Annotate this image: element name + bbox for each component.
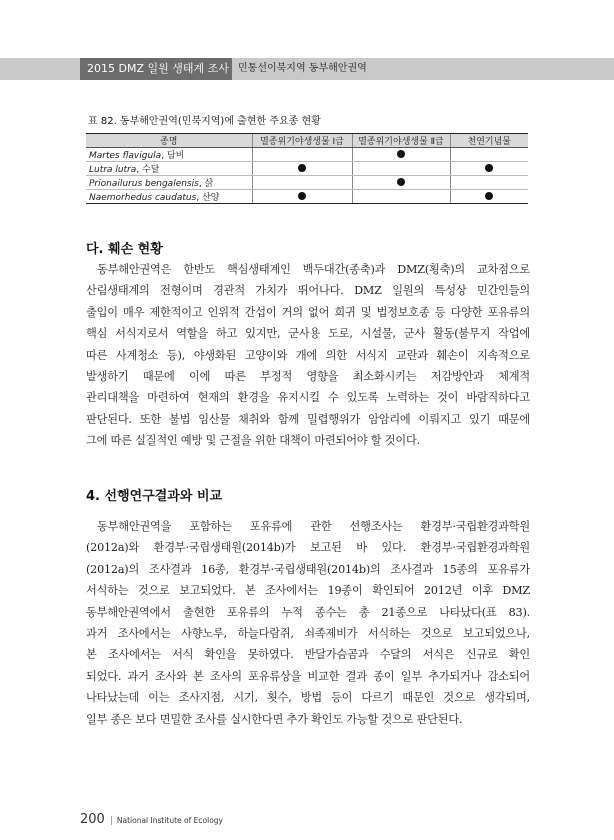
comparison-paragraph xyxy=(86,516,530,730)
column-header: 멸종위기야생생물 Ⅰ급 xyxy=(252,134,352,148)
status-dot-icon xyxy=(397,150,405,158)
table-row xyxy=(86,176,528,190)
status-cell xyxy=(352,148,450,162)
section-heading-comparison: 4. 선행연구결과와 비교 xyxy=(86,489,223,504)
korean-name: , 담비 xyxy=(161,151,185,161)
scientific-name: Martes flavigula xyxy=(89,151,162,161)
text-line: 따른 사계청소 등), 야생화된 고양이와 개에 의한 서식지 교란과 훼손이 지속적으로 xyxy=(86,348,530,362)
text-line: (2012a)의 조사결과 16종, 환경부·국립생태원(2014b)의 조사결과 15종의 포유류가 xyxy=(86,562,530,576)
species-name-cell xyxy=(86,162,252,176)
korean-name: , 삵 xyxy=(198,179,214,189)
column-header: 종명 xyxy=(86,134,252,148)
text-line: 판단된다. 또한 불법 임산물 채취와 함께 밀렵행위가 암암리에 이뤄지고 있기 때문에 xyxy=(86,412,530,426)
scientific-name: Prionailurus bengalensis xyxy=(89,179,199,189)
table-row xyxy=(86,148,528,162)
column-header: 천연기념물 xyxy=(450,134,528,148)
damage-paragraph xyxy=(86,259,530,452)
status-dot-icon xyxy=(485,164,493,172)
status-cell xyxy=(352,176,450,190)
text-line: 동부해안권역을 포함하는 포유류에 관한 선행조사는 환경부·국립환경과학원 xyxy=(97,520,530,533)
scientific-name: Lutra lutra xyxy=(89,165,137,175)
korean-name: , 산양 xyxy=(196,193,220,203)
table-row xyxy=(86,190,528,204)
table-row xyxy=(86,162,528,176)
status-cell xyxy=(252,162,352,176)
footer-separator: | xyxy=(109,816,113,826)
institute-name: National Institute of Ecology xyxy=(116,816,223,825)
status-cell xyxy=(352,190,450,204)
report-title: 2015 DMZ 일원 생태계 조사 xyxy=(80,58,232,80)
text-line: 발생하기 때문에 이에 따른 부정적 영향을 최소화시키는 저감방안과 체계적 xyxy=(86,369,530,383)
text-line: 산림생태계의 전형이며 경관적 가치가 뛰어나다. DMZ 일원의 특성상 민간인들의 xyxy=(86,284,530,298)
status-dot-icon xyxy=(397,178,405,186)
text-line: 일부 종은 보다 면밀한 조사를 실시한다면 추가 확인도 가능할 것으로 판단된다. xyxy=(86,712,463,726)
text-line: 서식하는 것으로 보고되었다. 본 조사에서는 19종이 확인되어 2012년 이후 DMZ xyxy=(86,584,530,598)
table-caption: 표 82. 동부해안권역(민북지역)에 출현한 주요종 현황 xyxy=(88,116,321,127)
species-table xyxy=(86,133,528,204)
text-line: 과거 조사에서는 사향노루, 하늘다람쥐, 쇠족제비가 서식하는 것으로 보고되었으나, xyxy=(86,626,530,640)
status-cell xyxy=(450,162,528,176)
status-cell xyxy=(252,176,352,190)
text-line: 동부해안권역은 한반도 핵심생태계인 백두대간(종축)과 DMZ(횡축)의 교차점으로 xyxy=(97,263,530,276)
text-line: 나타났는데 이는 조사지점, 시기, 횟수, 방법 등이 다르기 때문인 것으로 생각되며, xyxy=(86,691,530,705)
page-footer xyxy=(80,808,223,827)
text-line: 그에 따른 실질적인 예방 및 근절을 위한 대책이 마련되어야 할 것이다. xyxy=(86,434,420,448)
section-heading-damage: 다. 훼손 현황 xyxy=(86,242,163,257)
status-cell xyxy=(252,148,352,162)
text-line: 본 조사에서는 서식 확인을 못하였다. 반달가슴곰과 수달의 서식은 신규로 확인 xyxy=(86,648,530,662)
species-name-cell xyxy=(86,176,252,190)
status-cell xyxy=(450,176,528,190)
column-header: 멸종위기야생생물 Ⅱ급 xyxy=(352,134,450,148)
text-line: 되었다. 과거 조사와 본 조사의 포유류상을 비교한 결과 종이 일부 추가되거나 감소되어 xyxy=(86,669,530,683)
species-name-cell xyxy=(86,148,252,162)
korean-name: , 수달 xyxy=(136,165,160,175)
table-body xyxy=(86,148,528,204)
status-dot-icon xyxy=(485,192,493,200)
status-cell xyxy=(450,148,528,162)
species-name-cell xyxy=(86,190,252,204)
status-cell xyxy=(450,190,528,204)
status-dot-icon xyxy=(298,192,306,200)
text-line: (2012a)와 환경부·국립생태원(2014b)가 보고된 바 있다. 환경부·국립환경과학원 xyxy=(86,541,530,555)
text-line: 출입이 매우 제한적이고 인위적 간섭이 거의 없어 희귀 및 법정보호종 등 다양한 포유류의 xyxy=(86,305,530,319)
text-line: 관리대책을 마련하여 현재의 환경을 유지시킬 수 있도록 노력하는 것이 바람직하다고 xyxy=(86,391,530,405)
region-title: 민통선이북지역 동부해안권역 xyxy=(238,63,367,74)
text-line: 동부해안권역에서 출현한 포유류의 누적 종수는 총 21종으로 나타났다(표 83). xyxy=(86,605,530,619)
status-dot-icon xyxy=(298,164,306,172)
page-number: 200 xyxy=(80,812,105,827)
table-header-row xyxy=(86,134,528,148)
scientific-name: Naemorhedus caudatus xyxy=(89,193,197,203)
status-cell xyxy=(352,162,450,176)
status-cell xyxy=(252,190,352,204)
text-line: 핵심 서식지로서 역할을 하고 있지만, 군사용 도로, 시설물, 군사 활동(불무지 작업에 xyxy=(86,327,530,341)
